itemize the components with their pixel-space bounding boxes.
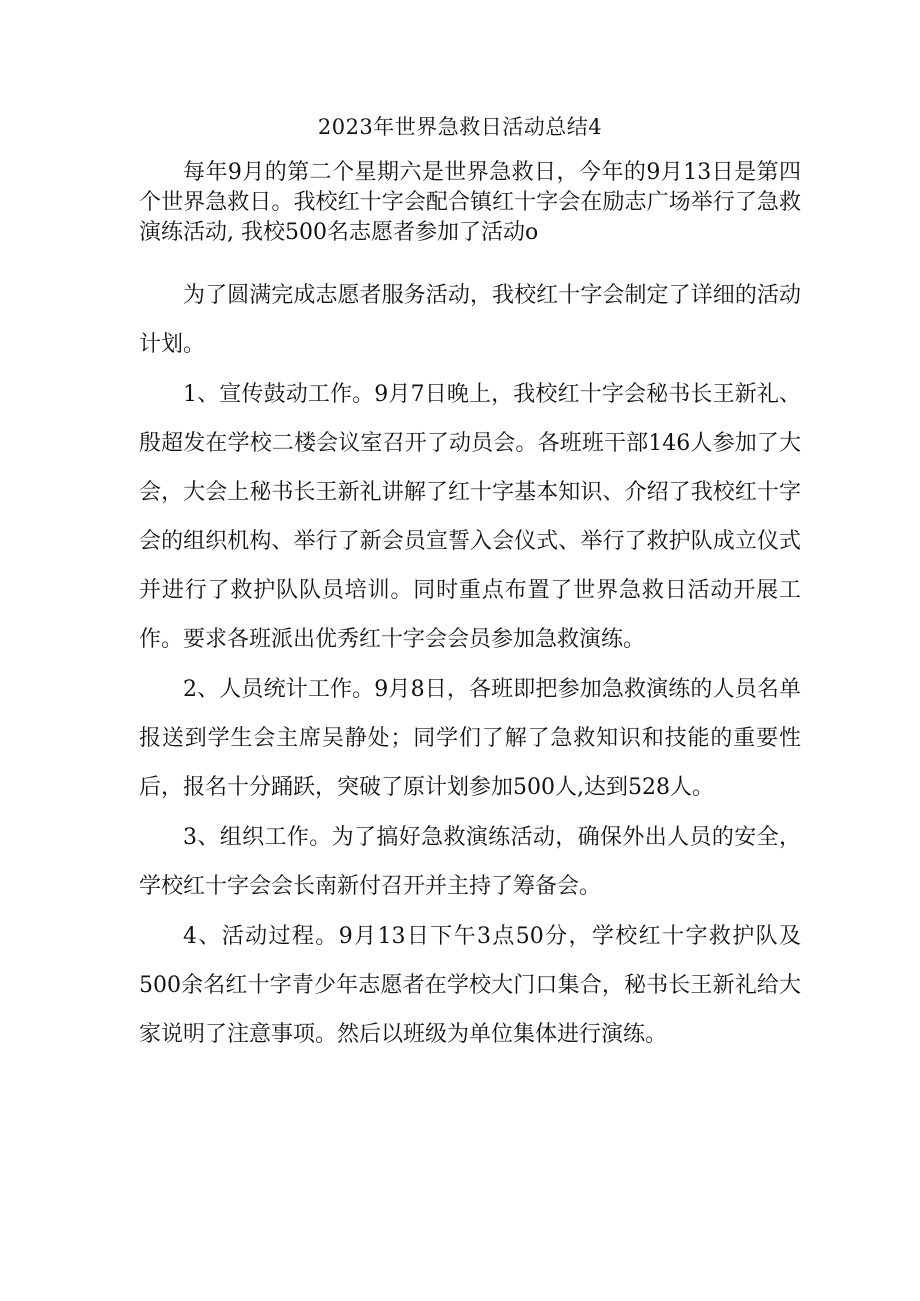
document-body [139, 158, 801, 1060]
paragraph-intro: 每年9月的第二个星期六是世界急救日，今年的9月13日是第四个世界急救日。我校红十字会配合镇红十字会在励志广场举行了急救演练活动, 我校500名志愿者参加了活动o [139, 160, 801, 245]
document-title: 2023年世界急救日活动总结4 [317, 115, 603, 139]
paragraph-organization: 3、组织工作。为了搞好急救演练活动，确保外出人员的安全，学校红十字会会长南新付召开并主持了筹备会。 [139, 825, 801, 899]
paragraph-process: 4、活动过程。9月13日下午3点50分，学校红十字救护队及500余名红十字青少年志愿者在学校大门口集合，秘书长王新礼给大家说明了注意事项。然后以班级为单位集体进行演练。 [139, 924, 801, 1047]
paragraph-plan: 为了圆满完成志愿者服务活动，我校红十字会制定了详细的活动计划。 [139, 283, 801, 357]
paragraph-statistics: 2、人员统计工作。9月8日，各班即把参加急救演练的人员名单报送到学生会主席吴静处；同学们了解了急救知识和技能的重要性后，报名十分踊跃，突破了原计划参加500人,达到528人。 [139, 677, 801, 800]
paragraph-publicity: 1、宣传鼓动工作。9月7日晚上，我校红十字会秘书长王新礼、殷超发在学校二楼会议室召开了动员会。各班班干部146人参加了大会，大会上秘书长王新礼讲解了红十字基本知识、介绍了我校红十字会的组织机构、举行了新会员宣誓入会仪式、举行了救护队成立仪式并进行了救护队队员培训。同时重点布置了世界急救日活动开展工作。要求各班派出优秀红十字会会员参加急救演练。 [139, 382, 801, 652]
